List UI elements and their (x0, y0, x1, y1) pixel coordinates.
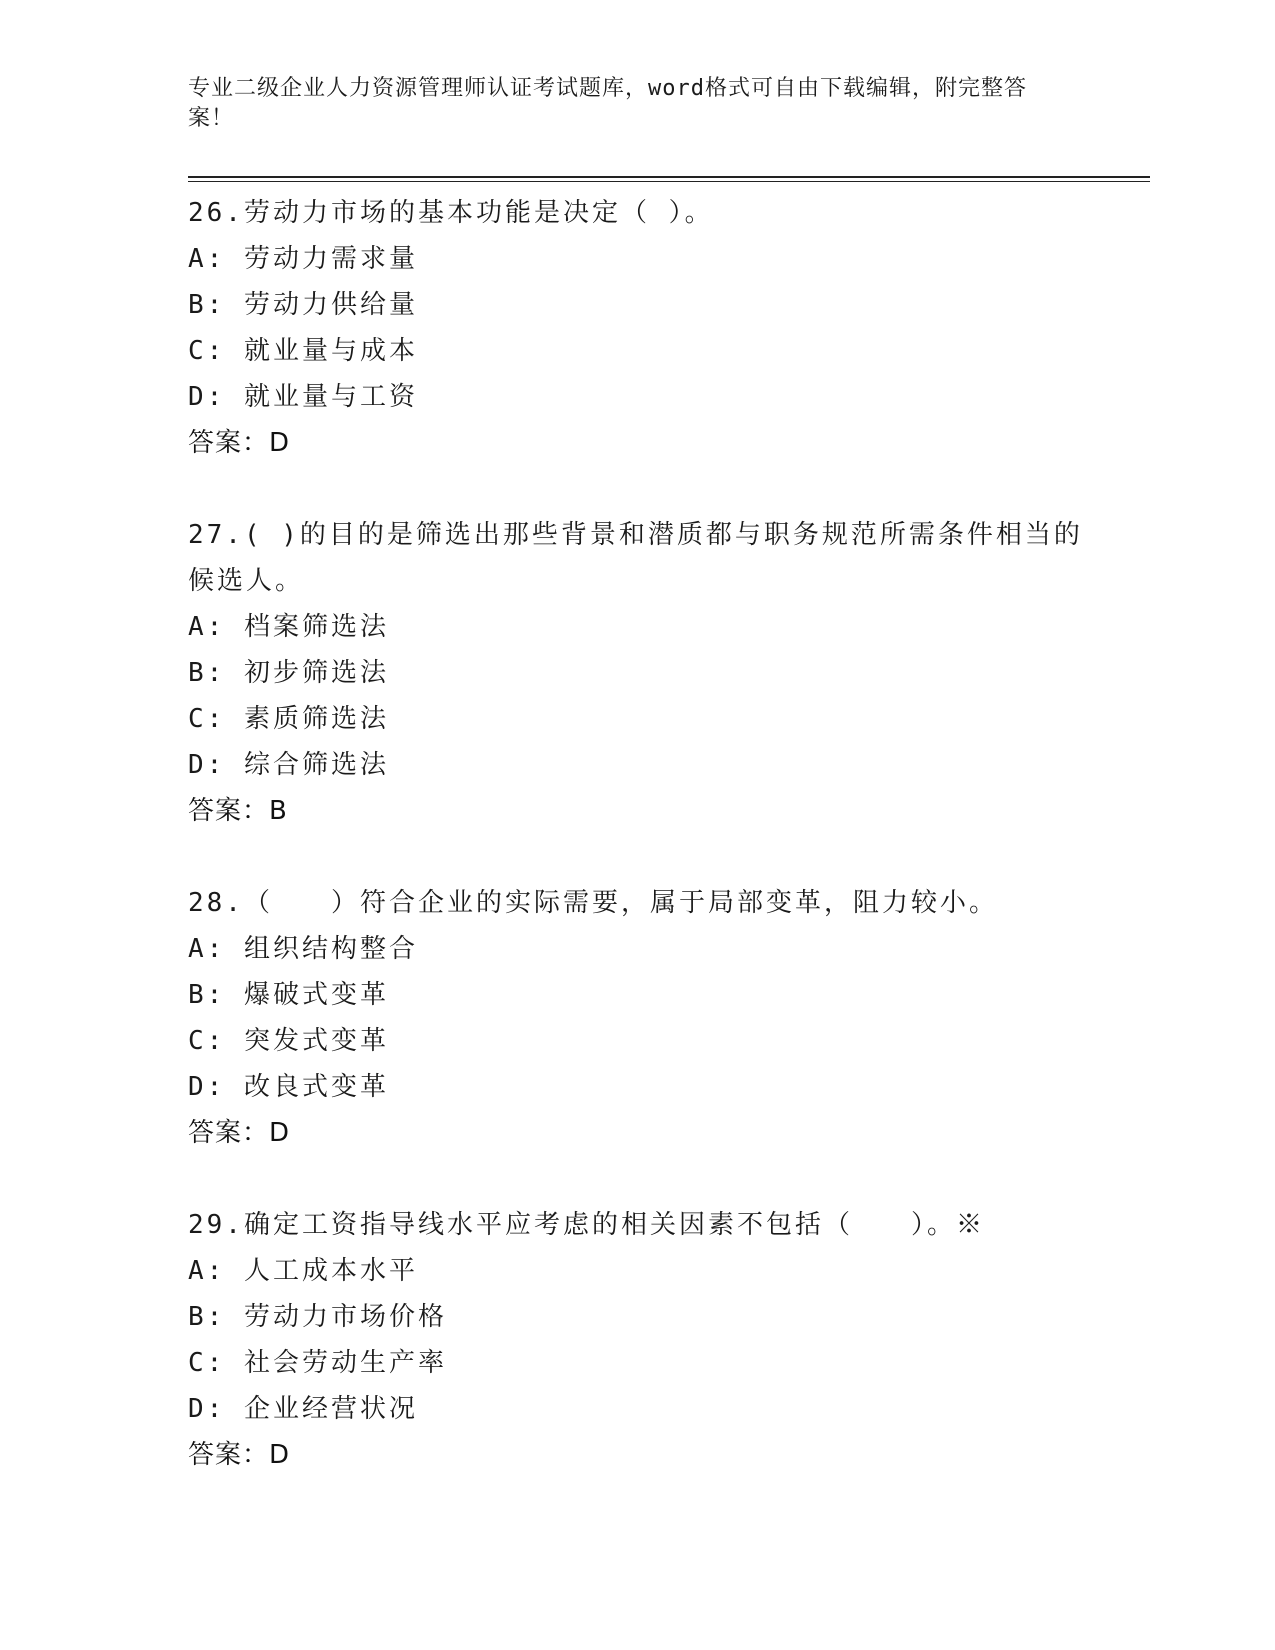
option-a: A: 人工成本水平 (188, 1256, 418, 1286)
question-29 (188, 1202, 1088, 1478)
answer-label: 答案：D (188, 428, 291, 458)
question-list (188, 190, 1088, 1524)
question-stem: 27.( )的目的是筛选出那些背景和潜质都与职务规范所需条件相当的候选人。 (188, 520, 1083, 596)
option-d: D: 改良式变革 (188, 1072, 389, 1102)
question-26 (188, 190, 1088, 466)
question-28 (188, 880, 1088, 1156)
option-c: C: 突发式变革 (188, 1026, 389, 1056)
option-c: C: 素质筛选法 (188, 704, 389, 734)
option-a: A: 劳动力需求量 (188, 244, 418, 274)
option-a: A: 档案筛选法 (188, 612, 389, 642)
option-d: D: 综合筛选法 (188, 750, 389, 780)
option-b: B: 劳动力市场价格 (188, 1302, 447, 1332)
option-b: B: 初步筛选法 (188, 658, 389, 688)
question-stem: 26.劳动力市场的基本功能是决定（ ）。 (188, 198, 714, 228)
header-divider-thin (188, 181, 1150, 182)
header-divider-thick (188, 176, 1150, 178)
answer-label: 答案：B (188, 796, 288, 826)
option-c: C: 社会劳动生产率 (188, 1348, 447, 1378)
option-c: C: 就业量与成本 (188, 336, 418, 366)
question-stem: 29.确定工资指导线水平应考虑的相关因素不包括（ ）。※ (188, 1210, 985, 1240)
page-header: 专业二级企业人力资源管理师认证考试题库，word格式可自由下载编辑，附完整答案！ (188, 76, 1027, 131)
question-stem: 28.（ ）符合企业的实际需要，属于局部变革，阻力较小。 (188, 888, 998, 918)
option-b: B: 爆破式变革 (188, 980, 389, 1010)
answer-label: 答案：D (188, 1440, 291, 1470)
answer-label: 答案：D (188, 1118, 291, 1148)
option-d: D: 企业经营状况 (188, 1394, 418, 1424)
option-b: B: 劳动力供给量 (188, 290, 418, 320)
option-d: D: 就业量与工资 (188, 382, 418, 412)
question-27 (188, 512, 1088, 834)
option-a: A: 组织结构整合 (188, 934, 418, 964)
